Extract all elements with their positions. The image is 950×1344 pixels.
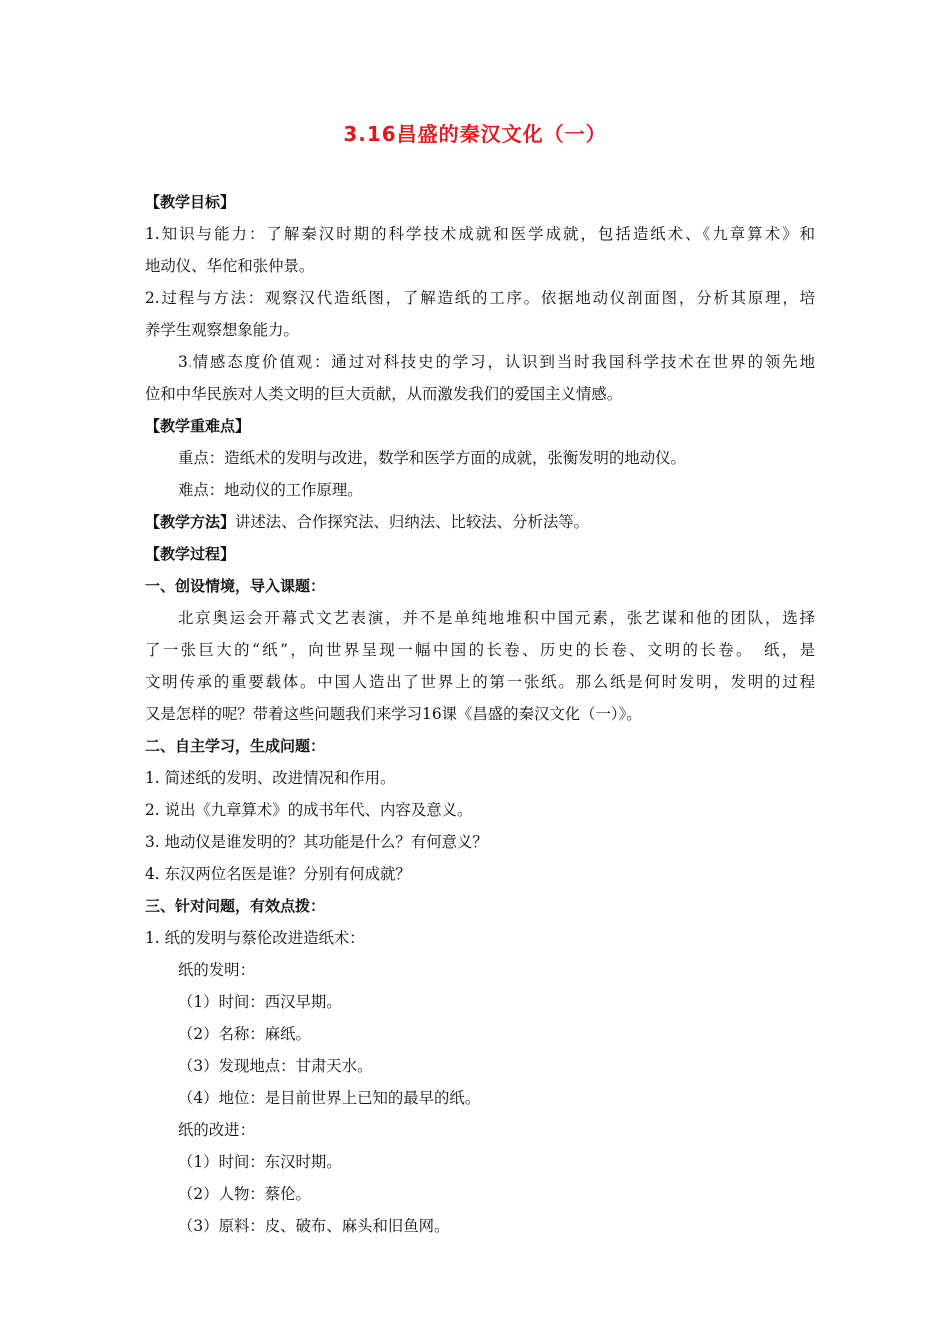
improvement-label: 纸的改进：: [178, 1121, 255, 1139]
intro-line-3: 文明传承的重要载体。中国人造出了世界上的第一张纸。那么纸是何时发明，发明的过程: [145, 673, 815, 691]
goal-3-line-1: [178, 351, 815, 373]
method-line: [145, 511, 815, 533]
invention-item-1: （1）时间：西汉早期。: [178, 993, 342, 1011]
question-1: 1. 简述纸的发明、改进情况和作用。: [145, 769, 396, 787]
goal-1-line-1: 1.知识与能力：了解秦汉时期的科学技术成就和医学成就，包括造纸术、《九章算术》和: [145, 225, 815, 243]
invention-item-4: （4）地位：是目前世界上已知的最早的纸。: [178, 1089, 481, 1107]
goal-3-line-2: 位和中华民族对人类文明的巨大贡献，从而激发我们的爱国主义情感。: [145, 385, 623, 403]
question-2: 2. 说出《九章算术》的成书年代、内容及意义。: [145, 801, 473, 819]
process-heading: 【教学过程】: [145, 545, 236, 563]
goal-3-dot: .: [187, 353, 193, 371]
part-1-heading: 一、创设情境，导入课题：: [145, 577, 326, 595]
method-heading: 【教学方法】: [145, 513, 236, 531]
intro-line-4: 又是怎样的呢？带着这些问题我们来学习16课《昌盛的秦汉文化（一）》。: [145, 705, 642, 723]
invention-item-2: （2）名称：麻纸。: [178, 1025, 311, 1043]
method-text: 讲述法、合作探究法、归纳法、比较法、分析法等。: [235, 513, 590, 531]
goal-3-text: 情感态度价值观：通过对科技史的学习，认识到当时我国科学技术在世界的领先地: [192, 353, 815, 371]
invention-item-3: （3）发现地点：甘肃天水。: [178, 1057, 373, 1075]
improvement-item-3: （3）原料：皮、破布、麻头和旧鱼网。: [178, 1217, 450, 1235]
improvement-item-2: （2）人物：蔡伦。: [178, 1185, 311, 1203]
key-point: 重点：造纸术的发明与改进，数学和医学方面的成就，张衡发明的地动仪。: [178, 449, 686, 467]
goal-1-line-2: 地动仪、华佗和张仲景。: [145, 257, 315, 275]
part-3-heading: 三、针对问题，有效点拨：: [145, 897, 326, 915]
goal-2-line-2: 养学生观察想象能力。: [145, 321, 299, 339]
part-2-heading: 二、自主学习，生成问题：: [145, 737, 326, 755]
hard-point: 难点：地动仪的工作原理。: [178, 481, 363, 499]
intro-line-2: 了一张巨大的“纸”，向世界呈现一幅中国的长卷、历史的长卷、文明的长卷。 纸，是: [145, 641, 815, 659]
goal-3-number: 3: [178, 353, 188, 371]
invention-label: 纸的发明：: [178, 961, 255, 979]
goal-2-line-1: 2.过程与方法：观察汉代造纸图，了解造纸的工序。依据地动仪剖面图，分析其原理，培: [145, 289, 815, 307]
key-points-heading: 【教学重难点】: [145, 417, 251, 435]
improvement-item-1: （1）时间：东汉时期。: [178, 1153, 342, 1171]
goals-heading: 【教学目标】: [145, 193, 236, 211]
question-4: 4. 东汉两位名医是谁？分别有何成就？: [145, 865, 411, 883]
point-1: 1. 纸的发明与蔡伦改进造纸术：: [145, 929, 365, 947]
document-title: 3.16昌盛的秦汉文化（一）: [343, 122, 607, 146]
question-3: 3. 地动仪是谁发明的？其功能是什么？有何意义？: [145, 833, 488, 851]
intro-line-1: 北京奥运会开幕式文艺表演，并不是单纯地堆积中国元素，张艺谋和他的团队，选择: [178, 609, 815, 627]
